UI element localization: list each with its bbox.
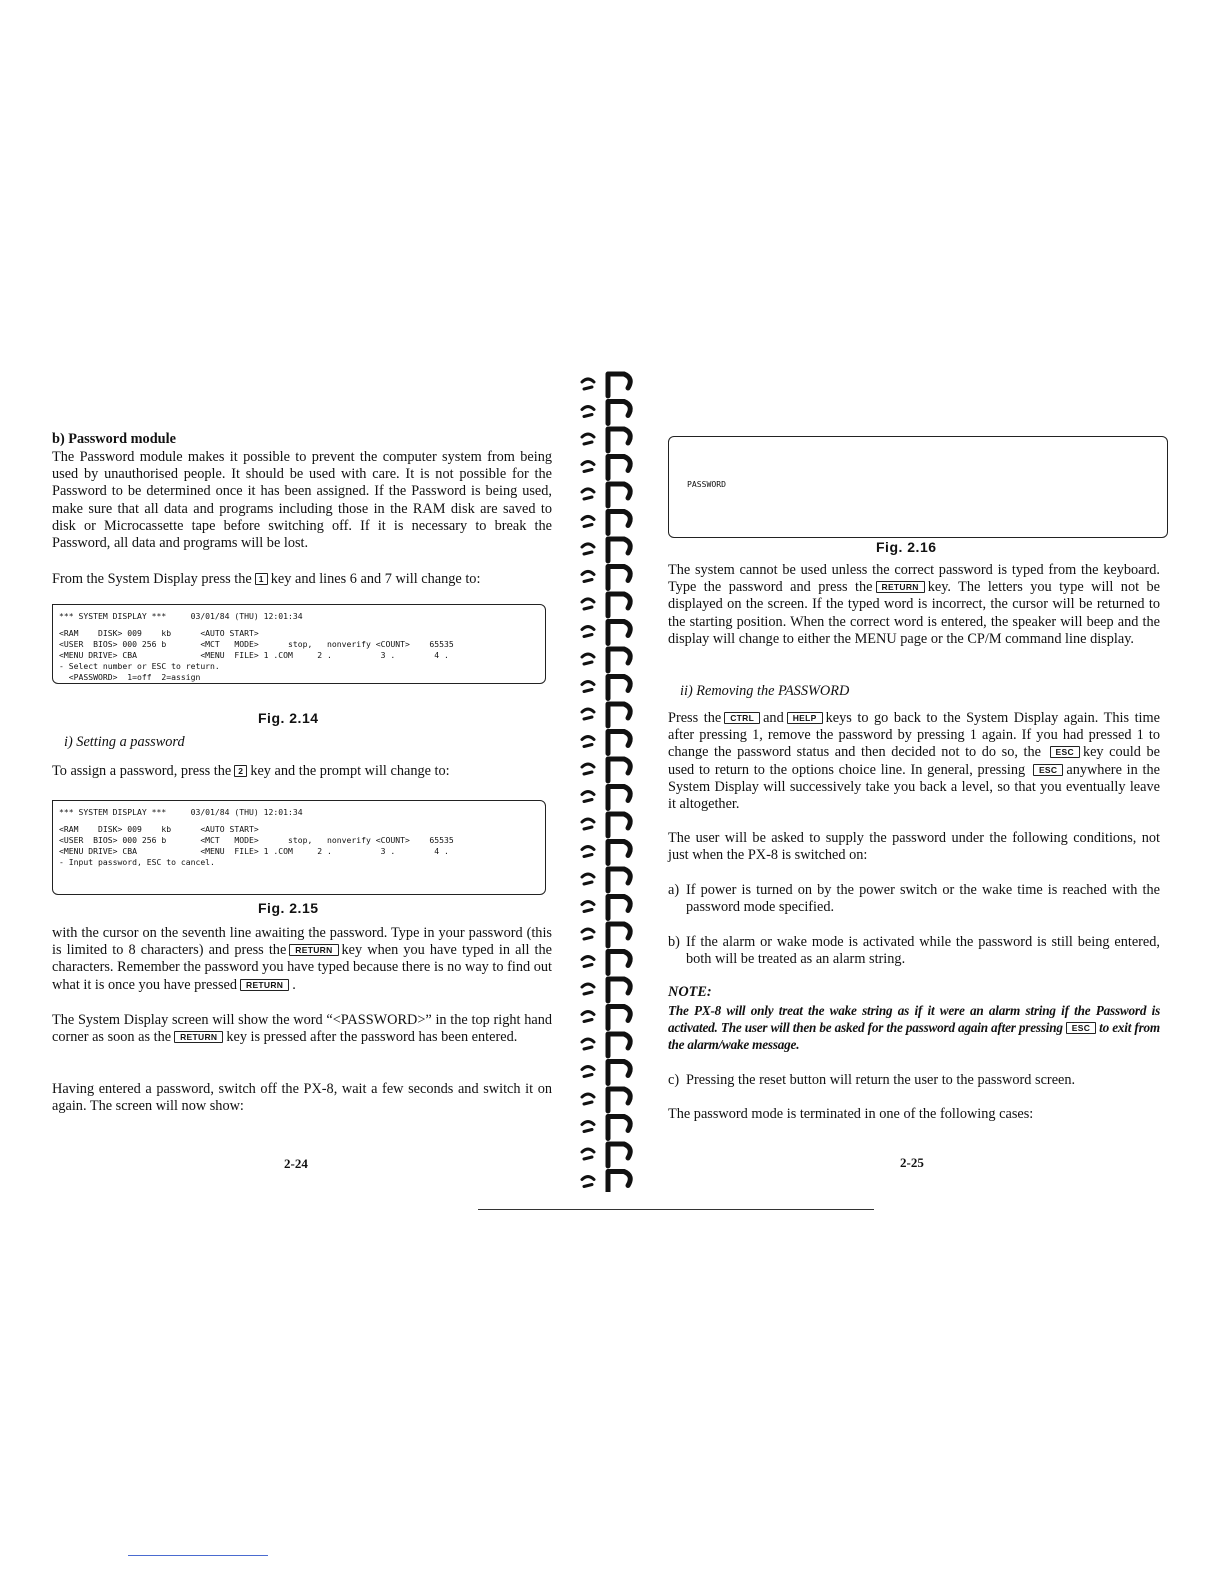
binding-hole bbox=[582, 847, 594, 857]
screen-line: <MENU DRIVE> CBA <MENU FILE> 1 .COM 2 . 3 . 4 . bbox=[59, 846, 449, 856]
fig-2-15-caption: Fig. 2.15 bbox=[258, 900, 319, 916]
note-text-2: to exit from the alarm/wake message. bbox=[668, 1020, 1160, 1052]
fig-2-15-screen bbox=[52, 800, 546, 895]
binding-hole bbox=[582, 1094, 594, 1104]
binding-coil bbox=[608, 402, 630, 424]
list-text-b: If the alarm or wake mode is activated while the password is still being entered, both will be treated as an alarm string. bbox=[686, 934, 1160, 968]
binding-coil bbox=[608, 594, 630, 616]
page-number-left: 2-24 bbox=[284, 1156, 308, 1171]
binding-coil bbox=[608, 677, 630, 699]
screen-line: <PASSWORD> 1=off 2=assign bbox=[59, 672, 201, 682]
note-paragraph bbox=[668, 1002, 1160, 1053]
screen-line: - Select number or ESC to return. bbox=[59, 661, 220, 671]
screen-line: <RAM DISK> 009 kb <AUTO START> bbox=[59, 628, 259, 638]
binding-coil bbox=[608, 869, 630, 891]
system-text-1: The system cannot be used unless the correct password is typed from the keyboard. Type the password and press the bbox=[668, 562, 1160, 596]
remove-text-4: key could be used to return to the options choice line. In general, pressing bbox=[668, 744, 1160, 778]
binding-coil bbox=[608, 897, 630, 919]
conditions-paragraph bbox=[668, 830, 1160, 864]
list-label-b: b) bbox=[668, 934, 680, 950]
cursor-paragraph bbox=[52, 925, 552, 994]
return-key: RETURN bbox=[876, 581, 925, 593]
key-2: 2 bbox=[234, 765, 247, 777]
binding-coil bbox=[608, 457, 630, 479]
binding-coil bbox=[608, 787, 630, 809]
remove-text-1: Press the bbox=[668, 710, 722, 726]
switch-paragraph bbox=[52, 1081, 552, 1115]
binding-coil bbox=[608, 952, 630, 974]
screen-line: <MENU DRIVE> CBA <MENU FILE> 1 .COM 2 . 3 . 4 . bbox=[59, 650, 449, 660]
intro-paragraph bbox=[52, 449, 552, 552]
display-text-2: key is pressed after the password has been entered. bbox=[226, 1029, 518, 1046]
binding-coil bbox=[608, 704, 630, 726]
binding-hole bbox=[582, 709, 594, 719]
step1-paragraph bbox=[52, 571, 552, 588]
binding-hole bbox=[582, 737, 594, 747]
binding-hole bbox=[582, 654, 594, 664]
subheading-removing-password: ii) Removing the PASSWORD bbox=[680, 683, 850, 699]
binding-hole bbox=[582, 407, 594, 417]
binding-hole bbox=[582, 957, 594, 967]
list-label-a: a) bbox=[668, 882, 680, 898]
screen-line: - Input password, ESC to cancel. bbox=[59, 857, 215, 867]
screen-line: <USER BIOS> 000 256 b <MCT MODE> stop, nonverify <COUNT> 65535 bbox=[59, 639, 454, 649]
remove-text-3: keys to go back to the System Display again. This time after pressing 1, remove the password by pressing 1 again. If you had pressed 1 to change the password status and then decided not to do so, the bbox=[668, 710, 1160, 761]
cursor-text-2: key when you have typed in all the characters. Remember the password you have typed because there is no way to find out what it is once you have pressed bbox=[52, 942, 552, 993]
binding-hole bbox=[582, 874, 594, 884]
page-number-right: 2-25 bbox=[900, 1155, 924, 1170]
binding-hole bbox=[582, 1122, 594, 1132]
subheading-setting-password: i) Setting a password bbox=[64, 734, 185, 750]
step2-paragraph bbox=[52, 763, 552, 780]
binding-hole bbox=[582, 819, 594, 829]
binding-coil bbox=[608, 814, 630, 836]
fig-2-16-screen bbox=[668, 436, 1168, 538]
binding-hole bbox=[582, 489, 594, 499]
binding-coil bbox=[608, 484, 630, 506]
list-text-c: Pressing the reset button will return the user to the password screen. bbox=[686, 1072, 1076, 1088]
binding-coil bbox=[608, 1172, 630, 1193]
return-key: RETURN bbox=[289, 944, 338, 956]
esc-key: ESC bbox=[1066, 1022, 1096, 1034]
binding-hole bbox=[582, 1177, 594, 1187]
binding-hole bbox=[582, 902, 594, 912]
binding-hole bbox=[582, 929, 594, 939]
remove-text-2: and bbox=[763, 710, 784, 726]
note-heading: NOTE: bbox=[668, 984, 712, 1000]
binding-baseline bbox=[478, 1209, 874, 1210]
scan-artifact-line bbox=[128, 1555, 268, 1556]
key-1: 1 bbox=[255, 573, 268, 585]
screen-line: <RAM DISK> 009 kb <AUTO START> bbox=[59, 824, 259, 834]
intro-text: The Password module makes it possible to prevent the computer system from being used by unauthorised people. It should be used with care. It is not possible for the Password to be determined once it has been assigned. If the Password is being used, make sure that all data and programs including those in the RAM disk are saved to disk or Microcassette tape before switching off. If it is necessary to break the Password, all data and programs will be lost. bbox=[52, 449, 552, 552]
binding-hole bbox=[582, 764, 594, 774]
binding-hole bbox=[582, 1067, 594, 1077]
binding-coil bbox=[608, 374, 630, 396]
binding-hole bbox=[582, 434, 594, 444]
binding-coil bbox=[608, 512, 630, 534]
binding-hole bbox=[582, 599, 594, 609]
cursor-text-1: with the cursor on the seventh line awaiting the password. Type in your password (this is limited to 8 characters) and press the bbox=[52, 925, 552, 959]
fig-2-16-caption: Fig. 2.16 bbox=[876, 539, 937, 555]
return-key: RETURN bbox=[240, 979, 289, 991]
binding-coil bbox=[608, 1007, 630, 1029]
binding-coil bbox=[608, 567, 630, 589]
binding-coil bbox=[608, 1034, 630, 1056]
binding-hole bbox=[582, 379, 594, 389]
binding-coil bbox=[608, 1144, 630, 1166]
list-text-a: If power is turned on by the power switch or the wake time is reached with the password mode specified. bbox=[686, 882, 1160, 916]
binding-hole bbox=[582, 627, 594, 637]
binding-coil bbox=[608, 924, 630, 946]
section-heading: b) Password module bbox=[52, 431, 176, 447]
esc-key: ESC bbox=[1050, 746, 1080, 758]
binding-coil bbox=[608, 842, 630, 864]
binding-coil bbox=[608, 429, 630, 451]
screen-line: *** SYSTEM DISPLAY *** 03/01/84 (THU) 12:01:34 bbox=[59, 807, 303, 817]
binding-hole bbox=[582, 682, 594, 692]
cursor-text-3: . bbox=[292, 976, 296, 993]
spiral-binding-graphic bbox=[562, 352, 652, 1192]
system-text-2: key. The letters you type will not be displayed on the screen. If the typed word is incorrect, the cursor will be returned to the starting position. When the correct word is entered, the speaker will beep and the display will change to either the MENU page or the CP/M command line display. bbox=[668, 579, 1160, 647]
binding-coil bbox=[608, 1117, 630, 1139]
binding-hole bbox=[582, 544, 594, 554]
ctrl-key: CTRL bbox=[724, 712, 760, 724]
switch-text: Having entered a password, switch off the PX-8, wait a few seconds and switch it on again. The screen will now show: bbox=[52, 1081, 552, 1115]
binding-coil bbox=[608, 759, 630, 781]
return-key: RETURN bbox=[174, 1031, 223, 1043]
terminated-text: The password mode is terminated in one of the following cases: bbox=[668, 1106, 1034, 1122]
binding-hole bbox=[582, 1039, 594, 1049]
help-key: HELP bbox=[787, 712, 823, 724]
display-text-1: The System Display screen will show the word “<PASSWORD>” in the top right hand corner as soon as the bbox=[52, 1012, 552, 1046]
binding-hole bbox=[582, 792, 594, 802]
binding-coil bbox=[608, 539, 630, 561]
step2-after-text: key and the prompt will change to: bbox=[250, 763, 450, 779]
list-label-c: c) bbox=[668, 1072, 680, 1088]
screen-password-text: PASSWORD bbox=[687, 479, 726, 489]
remove-text-5: anywhere in the System Display will successively take you back a level, so that you eventually leave it altogether. bbox=[668, 761, 1161, 813]
binding-coil bbox=[608, 732, 630, 754]
screen-line: *** SYSTEM DISPLAY *** 03/01/84 (THU) 12:01:34 bbox=[59, 611, 303, 621]
fig-2-14-screen bbox=[52, 604, 546, 684]
system-paragraph bbox=[668, 562, 1160, 648]
binding-hole bbox=[582, 572, 594, 582]
binding-coil bbox=[608, 1089, 630, 1111]
step1-before-text: From the System Display press the bbox=[52, 571, 252, 587]
terminated-paragraph bbox=[668, 1106, 1160, 1123]
binding-coil bbox=[608, 979, 630, 1001]
remove-paragraph bbox=[668, 710, 1160, 813]
esc-key: ESC bbox=[1033, 764, 1063, 776]
step1-after-text: key and lines 6 and 7 will change to: bbox=[270, 571, 481, 587]
fig-2-14-caption: Fig. 2.14 bbox=[258, 710, 319, 726]
binding-coil bbox=[608, 1062, 630, 1084]
binding-hole bbox=[582, 1012, 594, 1022]
binding-hole bbox=[582, 984, 594, 994]
screen-line: <USER BIOS> 000 256 b <MCT MODE> stop, nonverify <COUNT> 65535 bbox=[59, 835, 454, 845]
binding-hole bbox=[582, 462, 594, 472]
binding-hole bbox=[582, 1149, 594, 1159]
step2-before-text: To assign a password, press the bbox=[52, 763, 232, 779]
note-text-1: The PX-8 will only treat the wake string as if it were an alarm string if the Password is activated. The user will then be asked for the password again after pressing bbox=[668, 1003, 1160, 1035]
binding-coil bbox=[608, 622, 630, 644]
list-item-c bbox=[668, 1072, 1160, 1089]
list-item-b bbox=[668, 934, 1160, 968]
binding-coil bbox=[608, 649, 630, 671]
display-paragraph bbox=[52, 1012, 552, 1046]
conditions-text: The user will be asked to supply the password under the following conditions, not just when the PX-8 is switched on: bbox=[668, 830, 1160, 864]
binding-hole bbox=[582, 517, 594, 527]
list-item-a bbox=[668, 882, 1160, 916]
